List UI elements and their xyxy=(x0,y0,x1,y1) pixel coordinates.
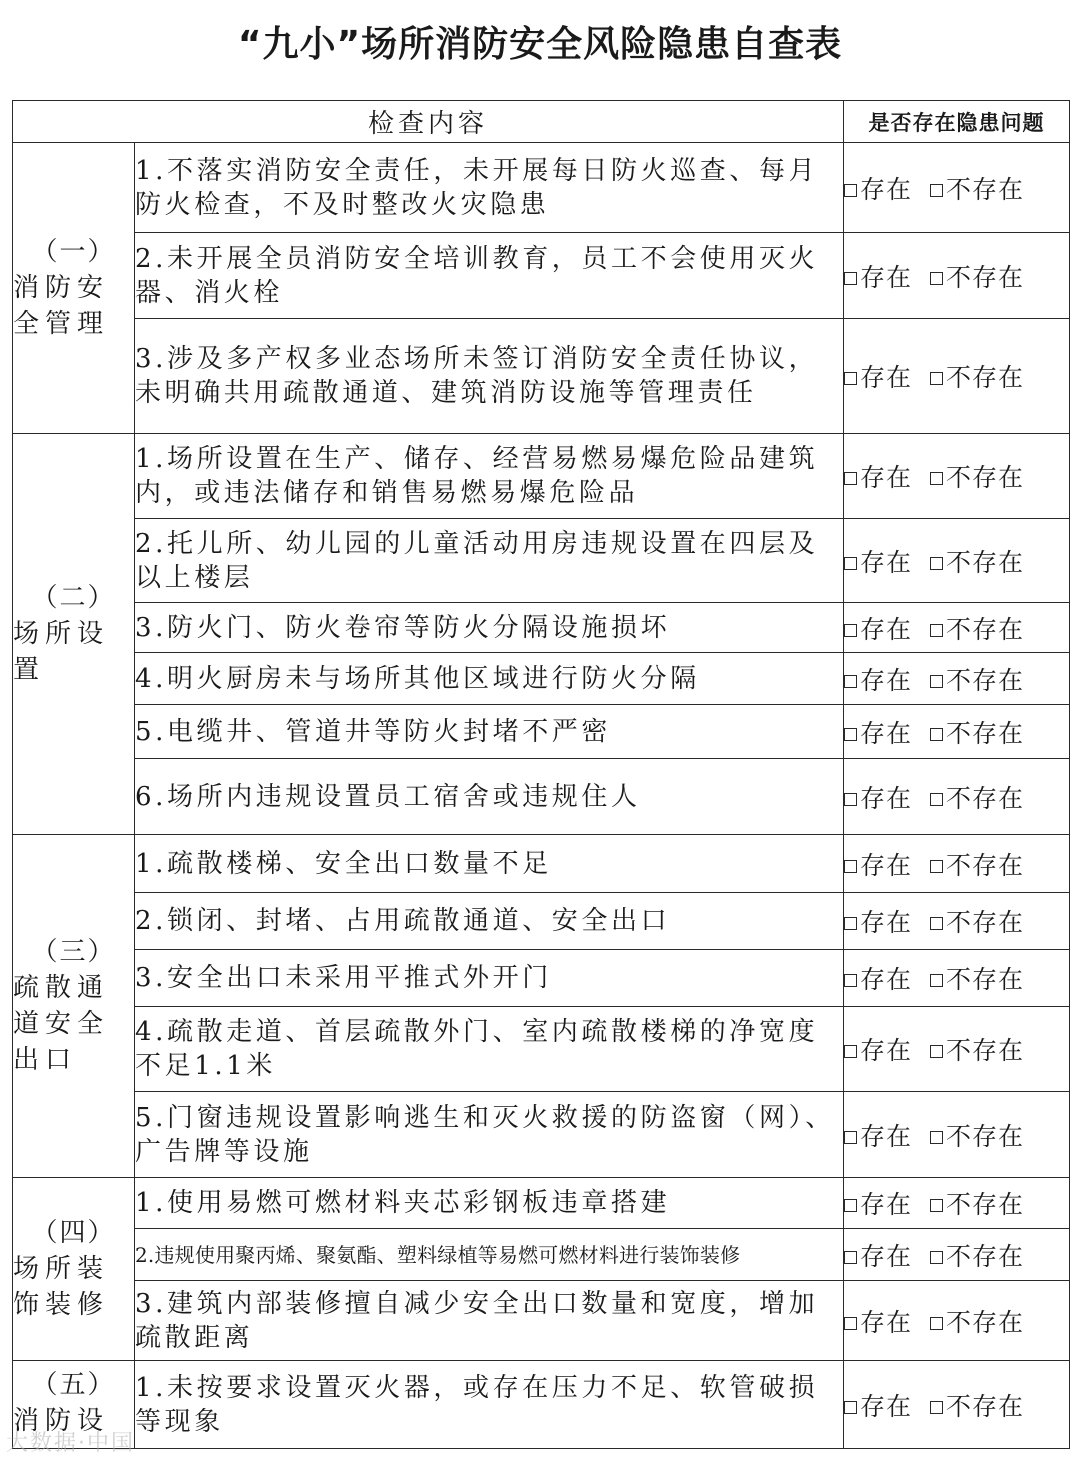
checkbox[interactable] xyxy=(844,372,857,385)
option-exists[interactable] xyxy=(844,358,912,394)
checkbox[interactable] xyxy=(930,557,943,570)
section-name: 消防设 xyxy=(13,1406,110,1436)
table-row xyxy=(13,1092,1070,1178)
check-item-text: 1.不落实消防安全责任，未开展每日防火巡查、每月防火检查，不及时整改火灾隐患 xyxy=(135,143,844,233)
checkbox[interactable] xyxy=(930,974,943,987)
option-not-exists[interactable] xyxy=(930,960,1024,996)
option-not-exists[interactable] xyxy=(930,846,1024,882)
column-header-content: 检查内容 xyxy=(13,101,844,143)
checkbox[interactable] xyxy=(930,917,943,930)
answer-cell xyxy=(844,1281,1070,1361)
option-exists[interactable] xyxy=(844,779,912,815)
option-label: 存在 xyxy=(860,1036,913,1065)
section-name: 消防安全管理 xyxy=(13,273,110,339)
answer-cell xyxy=(844,143,1070,233)
option-label: 存在 xyxy=(860,965,913,994)
option-label: 不存在 xyxy=(946,908,1025,937)
option-not-exists[interactable] xyxy=(930,1185,1024,1221)
option-label: 存在 xyxy=(860,1391,913,1421)
checkbox[interactable] xyxy=(930,372,943,385)
option-exists[interactable] xyxy=(844,458,912,494)
option-not-exists[interactable] xyxy=(930,1387,1024,1423)
answer-cell xyxy=(844,759,1070,835)
table-row xyxy=(13,143,1070,233)
checkbox[interactable] xyxy=(844,1131,857,1144)
check-item-text: 5.电缆井、管道井等防火封堵不严密 xyxy=(135,705,844,759)
checkbox[interactable] xyxy=(930,675,943,688)
checkbox[interactable] xyxy=(844,675,857,688)
checkbox[interactable] xyxy=(930,624,943,637)
checkbox[interactable] xyxy=(930,1401,943,1414)
option-not-exists[interactable] xyxy=(930,1237,1024,1273)
check-item-text: 4.疏散走道、首层疏散外门、室内疏散楼梯的净宽度不足1.1米 xyxy=(135,1007,844,1092)
option-not-exists[interactable] xyxy=(930,1031,1024,1067)
section-name: 疏散通道安全出口 xyxy=(13,973,110,1075)
option-label: 存在 xyxy=(860,1190,913,1219)
checkbox[interactable] xyxy=(844,974,857,987)
option-not-exists[interactable] xyxy=(930,661,1024,697)
section-category xyxy=(13,143,135,434)
answer-cell xyxy=(844,653,1070,705)
answer-cell xyxy=(844,835,1070,893)
checkbox[interactable] xyxy=(844,184,857,197)
option-not-exists[interactable] xyxy=(930,458,1024,494)
checkbox[interactable] xyxy=(844,1045,857,1058)
option-label: 不存在 xyxy=(946,1391,1025,1421)
checkbox[interactable] xyxy=(930,184,943,197)
option-label: 不存在 xyxy=(946,1121,1025,1151)
option-not-exists[interactable] xyxy=(930,170,1024,206)
option-label: 不存在 xyxy=(946,665,1025,695)
check-item-text: 2.托儿所、幼儿园的儿童活动用房违规设置在四层及以上楼层 xyxy=(135,519,844,603)
checkbox[interactable] xyxy=(930,272,943,285)
checkbox[interactable] xyxy=(930,1131,943,1144)
option-exists[interactable] xyxy=(844,1185,912,1221)
check-item-text: 6.场所内违规设置员工宿舍或违规住人 xyxy=(135,759,844,835)
checkbox[interactable] xyxy=(844,272,857,285)
option-label: 不存在 xyxy=(946,463,1025,492)
checkbox[interactable] xyxy=(844,472,857,485)
answer-cell xyxy=(844,1007,1070,1092)
checkbox[interactable] xyxy=(930,793,943,806)
checkbox[interactable] xyxy=(844,557,857,570)
section-category xyxy=(13,1178,135,1361)
option-exists[interactable] xyxy=(844,846,912,882)
option-label: 存在 xyxy=(860,783,913,813)
option-not-exists[interactable] xyxy=(930,1303,1024,1339)
table-row xyxy=(13,1281,1070,1361)
check-item-text: 1.疏散楼梯、安全出口数量不足 xyxy=(135,835,844,893)
answer-cell xyxy=(844,233,1070,319)
option-label: 不存在 xyxy=(946,363,1025,392)
answer-cell xyxy=(844,603,1070,653)
answer-cell xyxy=(844,1229,1070,1281)
section-category xyxy=(13,434,135,835)
answer-cell xyxy=(844,950,1070,1007)
table-row xyxy=(13,893,1070,950)
option-not-exists[interactable] xyxy=(930,358,1024,394)
option-label: 存在 xyxy=(860,262,913,292)
check-item-text: 1.场所设置在生产、储存、经营易燃易爆危险品建筑内，或违法储存和销售易燃易爆危险品 xyxy=(135,434,844,519)
option-not-exists[interactable] xyxy=(930,903,1024,939)
checkbox[interactable] xyxy=(930,1317,943,1330)
option-label: 不存在 xyxy=(946,1241,1025,1271)
option-label: 不存在 xyxy=(946,965,1025,994)
checkbox[interactable] xyxy=(844,1317,857,1330)
check-item-text: 1.使用易燃可燃材料夹芯彩钢板违章搭建 xyxy=(135,1178,844,1229)
section-number: （二） xyxy=(31,583,116,613)
watermark: 大数据·中国 xyxy=(6,1431,135,1456)
option-label: 存在 xyxy=(860,908,913,937)
answer-cell xyxy=(844,705,1070,759)
section-number: （一） xyxy=(31,237,116,267)
option-label: 存在 xyxy=(860,614,913,644)
option-label: 不存在 xyxy=(946,1190,1025,1219)
option-exists[interactable] xyxy=(844,1387,912,1423)
option-label: 存在 xyxy=(860,463,913,492)
option-exists[interactable] xyxy=(844,543,912,579)
check-item-text: 3.涉及多产权多业态场所未签订消防安全责任协议，未明确共用疏散通道、建筑消防设施等管理责任 xyxy=(135,319,844,434)
section-category xyxy=(13,835,135,1178)
table-row xyxy=(13,759,1070,835)
checkbox[interactable] xyxy=(930,860,943,873)
answer-cell xyxy=(844,434,1070,519)
option-not-exists[interactable] xyxy=(930,779,1024,815)
check-item-text: 2.违规使用聚丙烯、聚氨酯、塑料绿植等易燃可燃材料进行装饰装修 xyxy=(135,1229,844,1281)
option-label: 不存在 xyxy=(946,783,1025,813)
table-row xyxy=(13,603,1070,653)
option-label: 存在 xyxy=(860,718,913,748)
check-item-text: 3.安全出口未采用平推式外开门 xyxy=(135,950,844,1007)
table-row xyxy=(13,1229,1070,1281)
answer-cell xyxy=(844,1092,1070,1178)
option-exists[interactable] xyxy=(844,1237,912,1273)
option-label: 存在 xyxy=(860,665,913,695)
option-exists[interactable] xyxy=(844,170,912,206)
option-exists[interactable] xyxy=(844,714,912,750)
check-item-text: 4.明火厨房未与场所其他区域进行防火分隔 xyxy=(135,653,844,705)
check-item-text: 2.锁闭、封堵、占用疏散通道、安全出口 xyxy=(135,893,844,950)
table-row xyxy=(13,519,1070,603)
option-label: 存在 xyxy=(860,363,913,392)
checkbox[interactable] xyxy=(930,472,943,485)
option-label: 不存在 xyxy=(946,262,1025,292)
checkbox[interactable] xyxy=(930,728,943,741)
section-number: （四） xyxy=(31,1218,116,1248)
table-row xyxy=(13,705,1070,759)
section-name: 场所设置 xyxy=(13,619,110,685)
option-label: 不存在 xyxy=(946,614,1025,644)
checkbox[interactable] xyxy=(844,624,857,637)
option-label: 存在 xyxy=(860,850,913,880)
section-number: （五） xyxy=(31,1370,116,1400)
table-row xyxy=(13,319,1070,434)
option-label: 存在 xyxy=(860,547,913,577)
answer-cell xyxy=(844,893,1070,950)
option-exists[interactable] xyxy=(844,1117,912,1153)
column-header-answer: 是否存在隐患问题 xyxy=(844,101,1070,143)
option-not-exists[interactable] xyxy=(930,610,1024,646)
checkbox[interactable] xyxy=(844,1199,857,1212)
option-exists[interactable] xyxy=(844,960,912,996)
checkbox[interactable] xyxy=(930,1251,943,1264)
table-row xyxy=(13,434,1070,519)
option-exists[interactable] xyxy=(844,1031,912,1067)
option-exists[interactable] xyxy=(844,258,912,294)
table-row xyxy=(13,233,1070,319)
option-exists[interactable] xyxy=(844,610,912,646)
check-item-text: 5.门窗违规设置影响逃生和灭火救援的防盗窗（网）、广告牌等设施 xyxy=(135,1092,844,1178)
answer-cell xyxy=(844,519,1070,603)
option-exists[interactable] xyxy=(844,1303,912,1339)
option-not-exists[interactable] xyxy=(930,543,1024,579)
table-row xyxy=(13,653,1070,705)
checkbox[interactable] xyxy=(844,1251,857,1264)
checklist-table xyxy=(12,100,1070,1449)
table-row xyxy=(13,950,1070,1007)
checkbox[interactable] xyxy=(930,1199,943,1212)
header-row xyxy=(13,101,1070,143)
option-label: 存在 xyxy=(860,1121,913,1151)
option-label: 存在 xyxy=(860,1241,913,1271)
checkbox[interactable] xyxy=(844,1401,857,1414)
section-number: （三） xyxy=(31,937,116,967)
option-label: 存在 xyxy=(860,1307,913,1337)
option-label: 不存在 xyxy=(946,174,1025,204)
check-item-text: 3.建筑内部装修擅自减少安全出口数量和宽度，增加疏散距离 xyxy=(135,1281,844,1361)
table-row xyxy=(13,1361,1070,1449)
answer-cell xyxy=(844,319,1070,434)
checkbox[interactable] xyxy=(844,793,857,806)
option-not-exists[interactable] xyxy=(930,714,1024,750)
answer-cell xyxy=(844,1361,1070,1449)
option-exists[interactable] xyxy=(844,661,912,697)
option-label: 不存在 xyxy=(946,547,1025,577)
option-label: 不存在 xyxy=(946,1307,1025,1337)
option-exists[interactable] xyxy=(844,903,912,939)
option-label: 不存在 xyxy=(946,850,1025,880)
checkbox[interactable] xyxy=(844,860,857,873)
check-item-text: 1.未按要求设置灭火器，或存在压力不足、软管破损等现象 xyxy=(135,1361,844,1449)
check-item-text: 2.未开展全员消防安全培训教育，员工不会使用灭火器、消火栓 xyxy=(135,233,844,319)
option-not-exists[interactable] xyxy=(930,258,1024,294)
answer-cell xyxy=(844,1178,1070,1229)
checkbox[interactable] xyxy=(844,917,857,930)
checkbox[interactable] xyxy=(844,728,857,741)
option-label: 存在 xyxy=(860,174,913,204)
table-row xyxy=(13,1007,1070,1092)
table-row xyxy=(13,1178,1070,1229)
page-title: “九小”场所消防安全风险隐患自查表 xyxy=(237,24,843,65)
option-label: 不存在 xyxy=(946,718,1025,748)
check-item-text: 3.防火门、防火卷帘等防火分隔设施损坏 xyxy=(135,603,844,653)
option-label: 不存在 xyxy=(946,1036,1025,1065)
checkbox[interactable] xyxy=(930,1045,943,1058)
option-not-exists[interactable] xyxy=(930,1117,1024,1153)
table-row xyxy=(13,835,1070,893)
section-name: 场所装饰装修 xyxy=(13,1254,110,1320)
